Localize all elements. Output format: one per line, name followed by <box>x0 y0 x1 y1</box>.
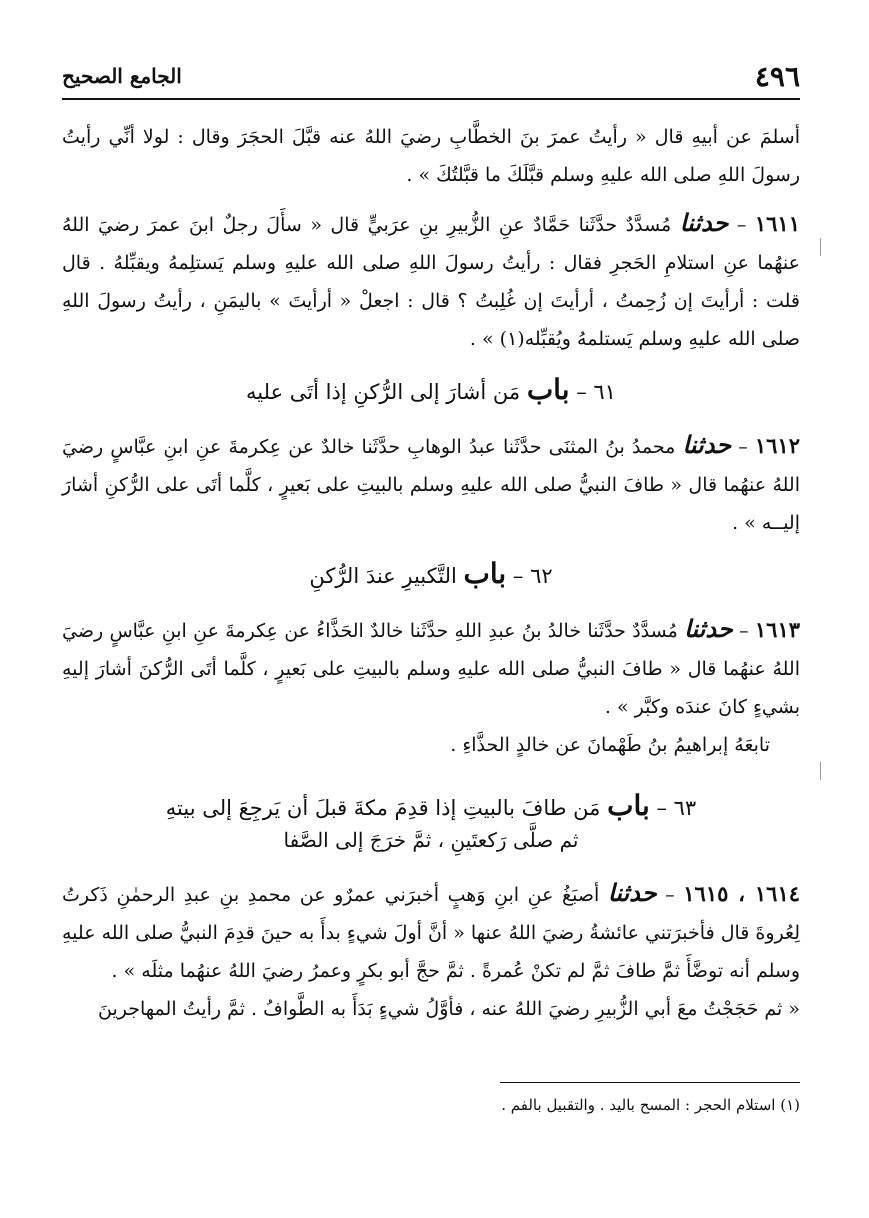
bab-word: باب <box>526 373 570 406</box>
chapter-heading-63 <box>62 786 800 860</box>
chapter-title: التَّكبيرِ عندَ الرُّكنِ <box>309 564 457 588</box>
margin-mark <box>820 238 821 256</box>
haddathana-word: حدثنا <box>684 614 733 643</box>
chapter-title: مَن أشارَ إلى الرُّكنِ إذا أتَى عليه <box>246 380 521 404</box>
chapter-number: ٦٣ – <box>656 796 697 820</box>
chapter-heading-61 <box>62 370 800 412</box>
haddathana-word: حدثنا <box>607 878 657 907</box>
hadith-number: ١٦١٢ <box>754 433 800 458</box>
hadith-text: محمدُ بنُ المثنَى حدَّثَنا عبدُ الوهابِ حدَّثَنا خالدٌ عن عِكرمةَ عنِ ابنِ عبَّاسٍ رضيَ اللهُ عنهُما قال « طافَ النبيُّ صلى الله عليهِ وسلم بالبيتِ على بَعيرٍ ، كلَّما أتَى على الرُّكنِ أشارَ إليــه » . <box>62 436 800 534</box>
hadith-1611: ١٦١١ – حدثنا مُسدَّدٌ حدَّثَنا حَمَّادٌ عنِ الزُّبيرِ بنِ عرَبيٍّ قال « سأَلَ رجلٌ ابنَ عمرَ رضيَ اللهُ عنهُما عنِ استلامِ الحَجرِ فقال : رأيتُ رسولَ اللهِ صلى الله عليهِ وسلم يَستلِمهُ ويقبِّلهُ . قال قلت : أرأيتَ إن زُحِمتُ ، أرأيتَ إن غُلِبتُ ؟ قال : اجعلْ « أرأيتَ » باليمَنِ ، رأيتُ رسولَ اللهِ صلى الله عليهِ وسلم يَستلمهُ ويُقبِّله(١) » . <box>62 208 800 350</box>
chapter-number: ٦٢ – <box>512 564 553 588</box>
chapter-title: مَن طافَ بالبيتِ إذا قدِمَ مكةَ قبلَ أن يَرجِعَ إلى بيتهِ <box>165 796 601 820</box>
footnote: (١) استلام الحجر : المسح باليد . والتقبيل بالفم . <box>501 1096 800 1114</box>
chapter-heading-62 <box>62 554 800 596</box>
hadith-number: ١٦١١ <box>754 211 800 236</box>
hadith-number: ١٦١٣ <box>754 617 801 642</box>
chapter-number: ٦١ – <box>576 380 616 404</box>
page-header <box>62 56 800 100</box>
mutaba-note: تابعَهُ إبراهيمُ بنُ طَهْمانَ عن خالدٍ الحذَّاءِ . <box>450 734 770 756</box>
hadith-text: مُسدَّدٌ حدَّثَنا حَمَّادٌ عنِ الزُّبيرِ بنِ عرَبيٍّ قال « سأَلَ رجلٌ ابنَ عمرَ رضيَ اللهُ عنهُما عنِ استلامِ الحَجرِ فقال : رأيتُ رسولَ اللهِ صلى الله عليهِ وسلم يَستلِمهُ ويقبِّلهُ . قال قلت : أرأيتَ إن زُحِمتُ ، أرأيتَ إن غُلِبتُ ؟ قال : اجعلْ « أرأيتَ » باليمَنِ ، رأيتُ رسولَ اللهِ صلى الله عليهِ وسلم يَستلمهُ ويُقبِّله(١) » . <box>62 214 800 350</box>
haddathana-word: حدثنا <box>682 430 732 459</box>
hadith-1612: ١٦١٢ – حدثنا محمدُ بنُ المثنَى حدَّثَنا عبدُ الوهابِ حدَّثَنا خالدٌ عن عِكرمةَ عنِ ابنِ عبَّاسٍ رضيَ اللهُ عنهُما قال « طافَ النبيُّ صلى الله عليهِ وسلم بالبيتِ على بَعيرٍ ، كلَّما أتَى على الرُّكنِ أشارَ إليــه » . <box>62 430 800 534</box>
bab-word: باب <box>607 789 650 822</box>
hadith-text: أصبَغُ عنِ ابنِ وَهبٍ أخبرَني عمرٌو عن محمدِ بنِ عبدِ الرحمٰنِ ذَكرتُ لِعُروةَ قال فأخبرَتني عائشةُ رضيَ اللهُ عنها « أنَّ أولَ شيءٍ بدأَ به حينَ قدِمَ النبيُّ صلى الله عليهِ وسلم أنه توضَّأَ ثمَّ طافَ ثمَّ لم تكنْ عُمرةً . ثمَّ حجَّ أبو بكرٍ وعمرُ رضيَ اللهُ عنهُما مثلَه » . <box>62 884 800 982</box>
margin-mark <box>820 762 821 780</box>
hadith-1614: ١٦١٤ ، ١٦١٥ – حدثنا أصبَغُ عنِ ابنِ وَهبٍ أخبرَني عمرٌو عن محمدِ بنِ عبدِ الرحمٰنِ ذَكرتُ لِعُروةَ قال فأخبرَتني عائشةُ رضيَ اللهُ عنها « أنَّ أولَ شيءٍ بدأَ به حينَ قدِمَ النبيُّ صلى الله عليهِ وسلم أنه توضَّأَ ثمَّ طافَ ثمَّ لم تكنْ عُمرةً . ثمَّ حجَّ أبو بكرٍ وعمرُ رضيَ اللهُ عنهُما مثلَه » . <box>62 878 801 982</box>
hadith-1614-continuation: « ثم حَجَجْتُ معَ أبي الزُّبيرِ رضيَ اللهُ عنه ، فأوَّلُ شيءٍ بَدَأَ به الطَّوافُ . ثمَّ رأيتُ المهاجرينَ <box>98 998 800 1020</box>
page-body <box>62 118 800 1028</box>
hadith-1613: ١٦١٣ – حدثنا مُسدَّدٌ حدَّثَنا خالدُ بنُ عبدِ اللهِ حدَّثَنا خالدٌ الحَذَّاءُ عن عِكرمةَ عنِ ابنِ عبَّاسٍ رضيَ اللهُ عنهُما قال « طافَ النبيُّ صلى الله عليهِ وسلم بالبيتِ على بَعيرٍ ، كلَّما أتَى الرُّكنَ أشارَ إليهِ بشيءٍ كانَ عندَه وكبَّر » . <box>62 614 801 718</box>
hadith-number: ١٦١٤ ، ١٦١٥ <box>683 881 801 906</box>
bab-word: باب <box>463 557 507 590</box>
book-title: الجامع الصحيح <box>62 64 182 88</box>
hadith-text: مُسدَّدٌ حدَّثَنا خالدُ بنُ عبدِ اللهِ حدَّثَنا خالدٌ الحَذَّاءُ عن عِكرمةَ عنِ ابنِ عبَّاسٍ رضيَ اللهُ عنهُما قال « طافَ النبيُّ صلى الله عليهِ وسلم بالبيتِ على بَعيرٍ ، كلَّما أتَى الرُّكنَ أشارَ إليهِ بشيءٍ كانَ عندَه وكبَّر » . <box>62 620 800 718</box>
haddathana-word: حدثنا <box>679 208 729 237</box>
page-number: ٤٩٦ <box>754 60 800 93</box>
footnote-divider <box>500 1082 800 1083</box>
chapter-title-line2: ثم صلَّى رَكعتَينِ ، ثمَّ خرَجَ إلى الصَّفا <box>283 828 579 852</box>
paragraph-continuation: أسلمَ عن أبيهِ قال « رأيتُ عمرَ بنَ الخطَّابِ رضيَ اللهُ عنه قبَّلَ الحجَرَ وقال : لولا أنِّي رأيتُ رسولَ اللهِ صلى الله عليهِ وسلم قبَّلَكَ ما قبَّلتُكَ » . <box>62 126 800 186</box>
